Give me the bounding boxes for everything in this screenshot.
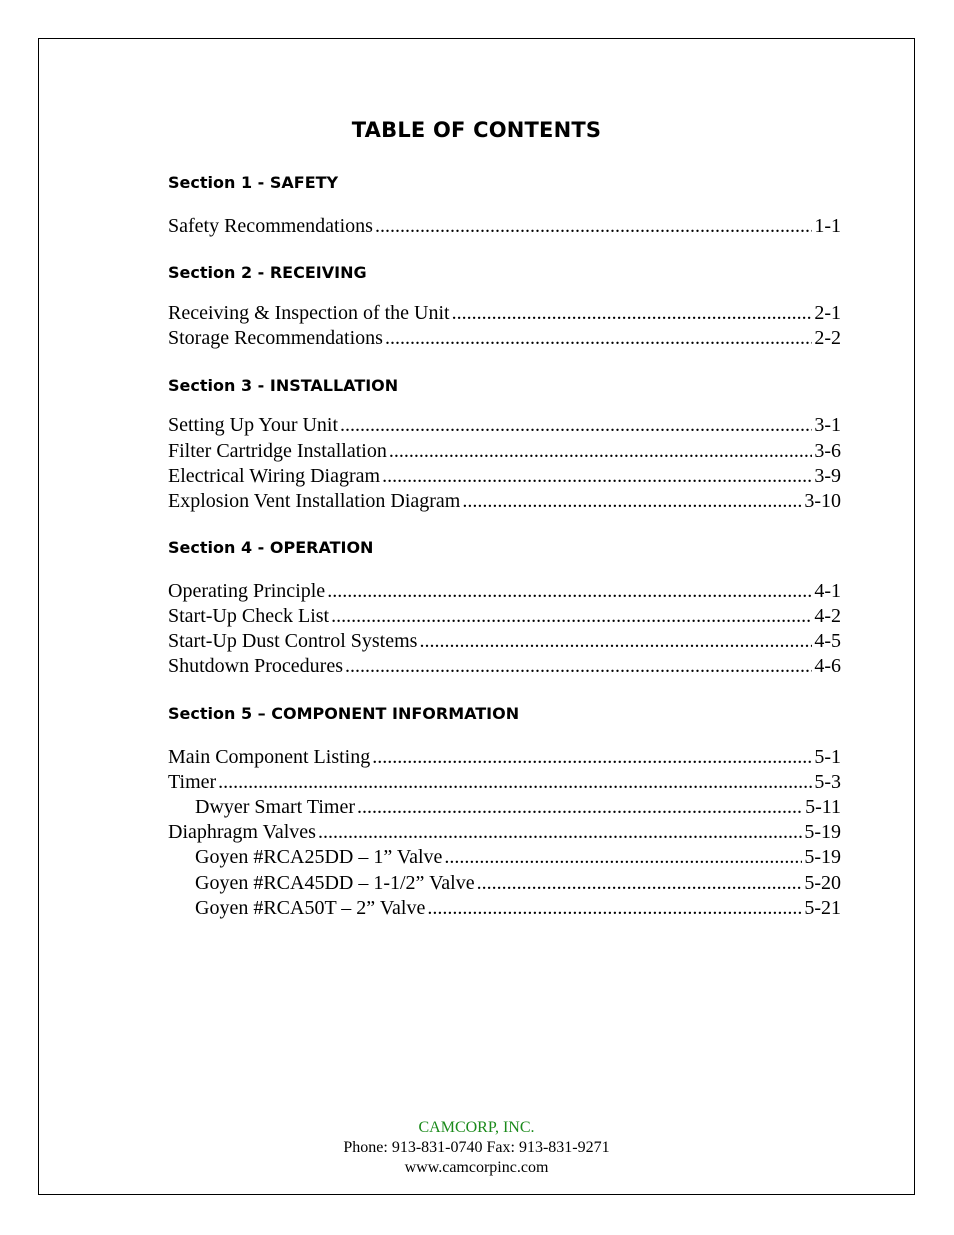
dot-leader <box>318 820 802 844</box>
toc-entry-page: 2-2 <box>814 327 841 349</box>
dot-leader <box>452 301 813 325</box>
toc-entry-page: 3-6 <box>814 440 841 462</box>
toc-entry[interactable] <box>168 464 841 488</box>
dot-leader <box>382 464 812 488</box>
toc-entry-label: Goyen #RCA25DD – 1” Valve <box>195 846 443 868</box>
toc-entry-page: 5-20 <box>804 872 841 894</box>
toc-entry-page: 3-10 <box>804 490 841 512</box>
toc-entry[interactable] <box>168 820 841 844</box>
dot-leader <box>444 845 802 869</box>
toc-entry-label: Start-Up Check List <box>168 605 330 627</box>
section-heading-component-information: Section 5 – COMPONENT INFORMATION <box>168 704 520 723</box>
dot-leader <box>427 896 802 920</box>
toc-entry-label: Filter Cartridge Installation <box>168 440 387 462</box>
toc-entry-label: Electrical Wiring Diagram <box>168 465 381 487</box>
toc-entry-label: Setting Up Your Unit <box>168 414 339 436</box>
toc-entry-page: 3-1 <box>814 414 841 436</box>
toc-entry-label: Timer <box>168 771 217 793</box>
dot-leader <box>345 654 812 678</box>
toc-entry[interactable] <box>168 745 841 769</box>
toc-entry-label: Storage Recommendations <box>168 327 383 349</box>
toc-entry[interactable] <box>168 629 841 653</box>
toc-entry[interactable] <box>168 326 841 350</box>
section-heading-safety: Section 1 - SAFETY <box>168 173 339 192</box>
toc-entry-page: 4-5 <box>814 630 841 652</box>
toc-entry[interactable] <box>168 413 841 437</box>
toc-entry-page: 5-19 <box>804 821 841 843</box>
toc-entry-label: Operating Principle <box>168 580 326 602</box>
toc-entry-label: Diaphragm Valves <box>168 821 316 843</box>
toc-entry-page: 2-1 <box>814 302 841 324</box>
toc-entry[interactable] <box>168 604 841 628</box>
toc-entry-label: Goyen #RCA45DD – 1-1/2” Valve <box>195 872 475 894</box>
dot-leader <box>372 745 812 769</box>
dot-leader <box>340 413 812 437</box>
toc-entry-page: 5-21 <box>804 897 841 919</box>
dot-leader <box>357 795 803 819</box>
toc-entry-page: 5-1 <box>814 746 841 768</box>
toc-entry-page: 5-3 <box>814 771 841 793</box>
company-name: CAMCORP, INC. <box>418 1119 535 1136</box>
toc-entry-page: 4-1 <box>814 580 841 602</box>
toc-entry[interactable] <box>168 214 841 238</box>
dot-leader <box>218 770 812 794</box>
page-footer <box>38 1118 915 1178</box>
dot-leader <box>331 604 812 628</box>
toc-entry-label: Main Component Listing <box>168 746 371 768</box>
toc-entry-label: Shutdown Procedures <box>168 655 343 677</box>
toc-entry-page: 3-9 <box>814 465 841 487</box>
toc-entry[interactable] <box>168 301 841 325</box>
toc-subentry[interactable] <box>195 871 841 895</box>
section-heading-operation: Section 4 - OPERATION <box>168 538 374 557</box>
section-heading-installation: Section 3 - INSTALLATION <box>168 376 399 395</box>
toc-entry-page: 4-6 <box>814 655 841 677</box>
toc-entry[interactable] <box>168 579 841 603</box>
toc-entry-label: Dwyer Smart Timer <box>195 796 355 818</box>
dot-leader <box>462 489 802 513</box>
toc-entry-page: 4-2 <box>814 605 841 627</box>
toc-entry-label: Explosion Vent Installation Diagram <box>168 490 461 512</box>
dot-leader <box>389 439 812 463</box>
phone-fax-line: Phone: 913-831-0740 Fax: 913-831-9271 <box>343 1139 610 1156</box>
toc-entry-page: 5-11 <box>805 796 841 818</box>
toc-subentry[interactable] <box>195 845 841 869</box>
dot-leader <box>327 579 812 603</box>
dot-leader <box>375 214 812 238</box>
toc-subentry[interactable] <box>195 795 841 819</box>
toc-entry[interactable] <box>168 654 841 678</box>
toc-entry[interactable] <box>168 770 841 794</box>
dot-leader <box>419 629 812 653</box>
toc-entry[interactable] <box>168 489 841 513</box>
dot-leader <box>477 871 803 895</box>
toc-entry-label: Goyen #RCA50T – 2” Valve <box>195 897 426 919</box>
page-title: TABLE OF CONTENTS <box>351 118 602 142</box>
toc-entry[interactable] <box>168 439 841 463</box>
website-link[interactable]: www.camcorpinc.com <box>404 1159 549 1176</box>
toc-entry-label: Safety Recommendations <box>168 215 373 237</box>
section-heading-receiving: Section 2 - RECEIVING <box>168 263 367 282</box>
toc-entry-label: Receiving & Inspection of the Unit <box>168 302 450 324</box>
toc-entry-label: Start-Up Dust Control Systems <box>168 630 418 652</box>
toc-entry-page: 1-1 <box>814 215 841 237</box>
dot-leader <box>385 326 812 350</box>
toc-subentry[interactable] <box>195 896 841 920</box>
toc-entry-page: 5-19 <box>804 846 841 868</box>
